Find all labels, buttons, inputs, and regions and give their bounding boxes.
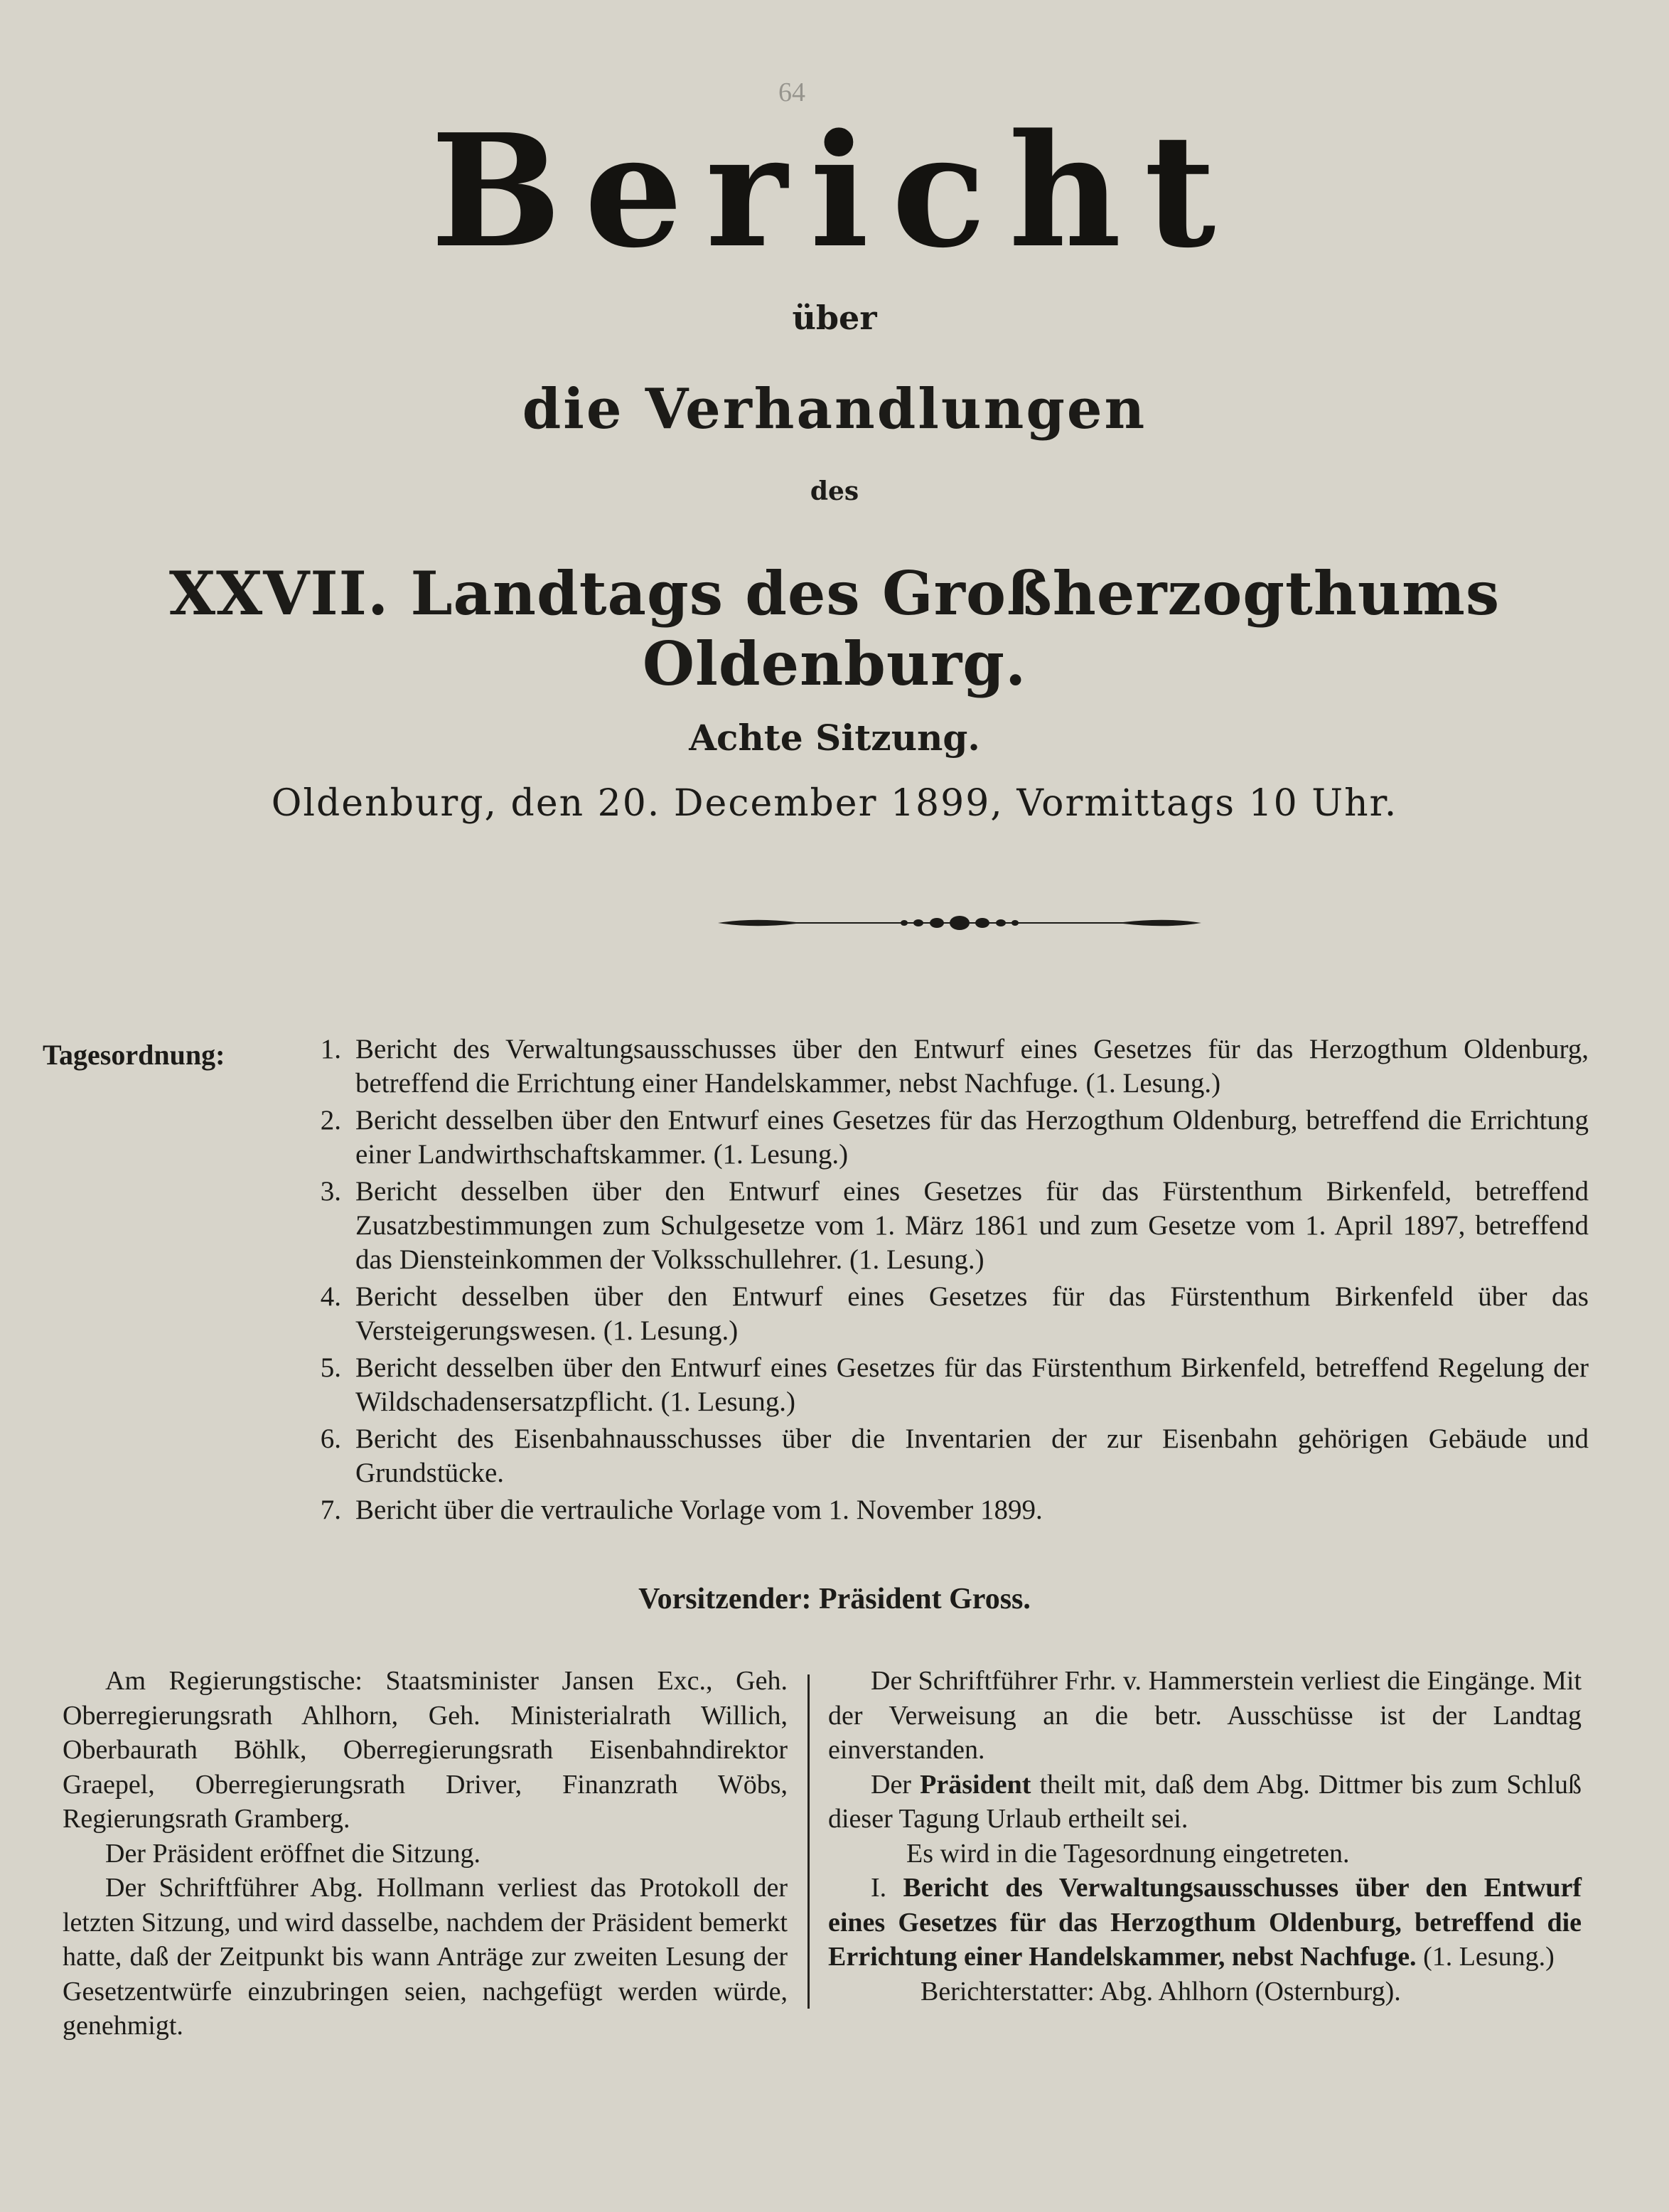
agenda-item-number: 6. (320, 1423, 341, 1454)
title-article: des (810, 476, 859, 506)
opening-paragraph: Der Präsident eröffnet die Sitzung. (105, 1838, 481, 1869)
landtag-heading: XXVII. Landtags des Großherzogthums Oldenburg. (168, 558, 1501, 699)
government-bench-paragraph: Am Regierungstische: Staatsminister Jansen Exc., Geh. Oberregierungsrath Ahlhorn, Geh. Ministerialrath Willich, Oberbaurath Böhlk, Oberregierungsrath Eisenbahndirektor Graepel, Oberregierungsrath Driver, Finanzrath Wöbs, Regierungsrath Gramberg. (63, 1666, 788, 1834)
item-one-reading: (1. Lesung.) (1423, 1942, 1555, 1972)
agenda-item-number: 7. (320, 1495, 341, 1525)
item-one-number: I. (871, 1873, 887, 1903)
agenda-item (270, 1422, 1589, 1490)
agenda-item-text: Bericht desselben über den Entwurf eines Gesetzes für das Fürstenthum Birkenfeld, betreffend Zusatzbestimmungen zum Schulgesetze vom 1. März 1861 und zum Gesetze vom 1. April 1897, betreffend das Diensteinkommen der Volksschullehrer. (1. Lesung.) (355, 1176, 1589, 1275)
leave-text: theilt mit, daß dem Abg. Dittmer bis zum Schluß dieser Tagung Urlaub ertheilt sei. (828, 1769, 1582, 1834)
agenda-item (270, 1175, 1589, 1277)
protocol-paragraph: Der Schriftführer Abg. Hollmann verliest das Protokoll der letzten Sitzung, und wird dasselbe, nachdem der Präsident bemerkt hatte, daß der Zeitpunkt bis wann Anträge zur zweiten Lesung der Gesetzentwürfe einzubringen seien, nachgefügt werden würde, genehmigt. (63, 1873, 788, 2041)
column-divider (807, 1674, 810, 2009)
rapporteur-paragraph: Berichterstatter: Abg. Ahlhorn (Osternburg). (921, 1976, 1401, 2007)
leave-prefix: Der (871, 1769, 911, 1800)
agenda-item-text: Bericht des Eisenbahnausschusses über die Inventarien der zur Eisenbahn gehörigen Gebäude und Grundstücke. (355, 1423, 1589, 1488)
agenda-item (270, 1493, 1589, 1527)
title-preposition: über (792, 299, 877, 337)
page-number: 64 (778, 78, 805, 107)
agenda-item-number: 3. (320, 1176, 341, 1207)
agenda-item-text: Bericht desselben über den Entwurf eines Gesetzes für das Fürstenthum Birkenfeld, betreffend Regelung der Wildschadensersatzpflicht. (1. Lesung.) (355, 1352, 1589, 1417)
item-one-title: Bericht des Verwaltungsausschusses über den Entwurf eines Gesetzes für das Herzogthum Oldenburg, betreffend die Errichtung einer Handelskammer, nebst Nachfuge. (828, 1873, 1582, 1972)
agenda-item (270, 1032, 1589, 1101)
incoming-paragraph: Der Schriftführer Frhr. v. Hammerstein verliest die Eingänge. Mit der Verweisung an die betr. Ausschüsse ist der Landtag einverstanden. (828, 1666, 1582, 1765)
session-date: Oldenburg, den 20. December 1899, Vormittags 10 Uhr. (271, 782, 1398, 825)
agenda-item-number: 5. (320, 1352, 341, 1383)
chair-line: Vorsitzender: Präsident Gross. (638, 1583, 1031, 1615)
agenda-item-number: 2. (320, 1105, 341, 1136)
agenda-item-number: 1. (320, 1034, 341, 1064)
agenda-item-text: Bericht desselben über den Entwurf eines Gesetzes für das Herzogthum Oldenburg, betreffend die Errichtung einer Landwirthschaftskammer. (1. Lesung.) (355, 1105, 1589, 1170)
item-one-paragraph (828, 1871, 1582, 1975)
agenda-entry-paragraph: Es wird in die Tagesordnung eingetreten. (906, 1838, 1350, 1869)
agenda-item-text: Bericht des Verwaltungsausschusses über den Entwurf eines Gesetzes für das Herzogthum Oldenburg, betreffend die Errichtung einer Handelskammer, nebst Nachfuge. (1. Lesung.) (355, 1034, 1589, 1099)
agenda-item-number: 4. (320, 1281, 341, 1312)
left-column (63, 1664, 788, 2043)
document-title: Bericht (430, 100, 1239, 282)
leave-paragraph (828, 1768, 1582, 1837)
agenda-item-text: Bericht über die vertrauliche Vorlage vom 1. November 1899. (355, 1495, 1043, 1525)
agenda-label: Tagesordnung: (43, 1039, 225, 1071)
agenda-item (270, 1104, 1589, 1172)
agenda-item-text: Bericht desselben über den Entwurf eines Gesetzes für das Fürstenthum Birkenfeld über das Versteigerungswesen. (1. Lesung.) (355, 1281, 1589, 1346)
session-heading: Achte Sitzung. (689, 717, 980, 759)
president-label: Präsident (920, 1769, 1031, 1800)
right-column (828, 1664, 1582, 2009)
agenda-list (270, 1032, 1589, 1530)
ornament-divider (711, 902, 1208, 944)
agenda-item (270, 1280, 1589, 1348)
agenda-item (270, 1351, 1589, 1419)
document-subtitle: die Verhandlungen (522, 377, 1147, 442)
